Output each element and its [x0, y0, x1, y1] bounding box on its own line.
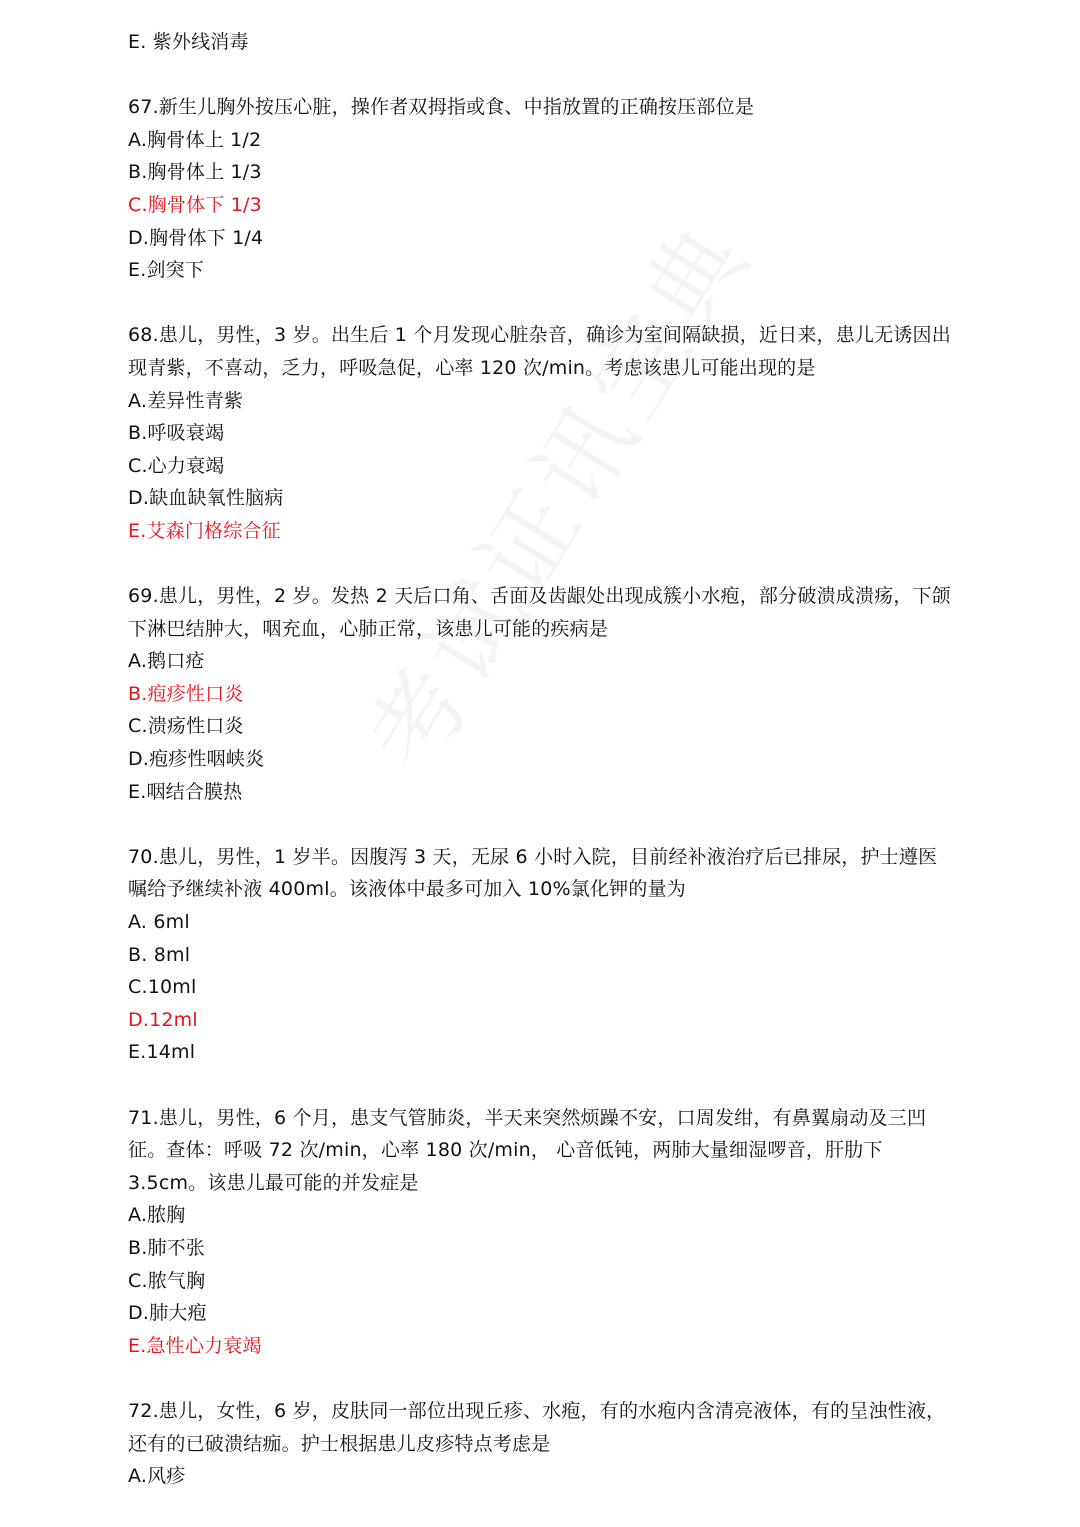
- question-block: [128, 319, 956, 547]
- answer-option: B.肺不张: [128, 1236, 206, 1259]
- answer-option: B.胸骨体上 1/3: [128, 161, 262, 184]
- question-stem: 68.患儿，男性，3 岁。出生后 1 个月发现心脏杂音，确诊为室间隔缺损，近日来，患儿无诱因出现青紫，不喜动，乏力，呼吸急促，心率 120 次/min。考虑该患儿可能出现的是: [128, 324, 951, 379]
- answer-option: C.脓气胸: [128, 1269, 206, 1292]
- question-stem: 69.患儿，男性，2 岁。发热 2 天后口角、舌面及齿龈处出现成簇小水疱，部分破溃成溃疡，下颌下淋巴结肿大，咽充血，心肺正常，该患儿可能的疾病是: [128, 585, 951, 640]
- answer-option: D.胸骨体下 1/4: [128, 226, 264, 249]
- answer-option: E.咽结合膜热: [128, 780, 243, 803]
- answer-option: A.差异性青紫: [128, 389, 244, 412]
- question-stem: 70.患儿，男性，1 岁半。因腹泻 3 天，无尿 6 小时入院，目前经补液治疗后已排尿，护士遵医嘱给予继续补液 400ml。该液体中最多可加入 10%氯化钾的量为: [128, 845, 938, 901]
- correct-answer-option: D.12ml: [128, 1008, 198, 1031]
- question-block: [128, 841, 956, 1069]
- answer-option: B. 8ml: [128, 943, 191, 966]
- answer-option: D.缺血缺氧性脑病: [128, 487, 284, 510]
- answer-option: E.剑突下: [128, 259, 205, 282]
- answer-option: E.14ml: [128, 1041, 196, 1064]
- answer-option: C.溃疡性口炎: [128, 715, 244, 738]
- answer-option: A.风疹: [128, 1465, 186, 1488]
- option-line: E. 紫外线消毒: [128, 31, 249, 53]
- answer-option: A.胸骨体上 1/2: [128, 128, 262, 151]
- answer-option: D.肺大疱: [128, 1302, 207, 1325]
- question-block: [128, 580, 956, 808]
- question-stem: 71.患儿，男性，6 个月，患支气管肺炎，半天来突然烦躁不安，口周发绀，有鼻翼扇动及三凹征。查体：呼吸 72 次/min，心率 180 次/min， 心音低钝，两肺大量细湿啰音，肝肋下 3.5cm。该患儿最可能的并发症是: [128, 1106, 927, 1194]
- question-block: [128, 91, 956, 287]
- correct-answer-option: C.胸骨体下 1/3: [128, 193, 262, 216]
- correct-answer-option: E.急性心力衰竭: [128, 1334, 262, 1357]
- question-stem: 67.新生儿胸外按压心脏，操作者双拇指或食、中指放置的正确按压部位是: [128, 96, 755, 119]
- answer-option: C.10ml: [128, 976, 197, 999]
- correct-answer-option: E.艾森门格综合征: [128, 519, 281, 542]
- answer-option: A.鹅口疮: [128, 650, 205, 673]
- answer-option: C.心力衰竭: [128, 454, 225, 477]
- answer-option: A.脓胸: [128, 1204, 186, 1227]
- document-content: [128, 26, 956, 1493]
- answer-option: A. 6ml: [128, 911, 190, 934]
- question-block: [128, 1395, 956, 1493]
- question-stem: 72.患儿，女性，6 岁，皮肤同一部位出现丘疹、水疱，有的水疱内含清亮液体，有的呈浊性液，还有的已破溃结痂。护士根据患儿皮疹特点考虑是: [128, 1399, 946, 1455]
- correct-answer-option: B.疱疹性口炎: [128, 682, 244, 705]
- answer-option: D.疱疹性咽峡炎: [128, 748, 265, 771]
- question-list: [128, 91, 956, 1493]
- answer-option: B.呼吸衰竭: [128, 422, 225, 445]
- question-block: [128, 1102, 956, 1363]
